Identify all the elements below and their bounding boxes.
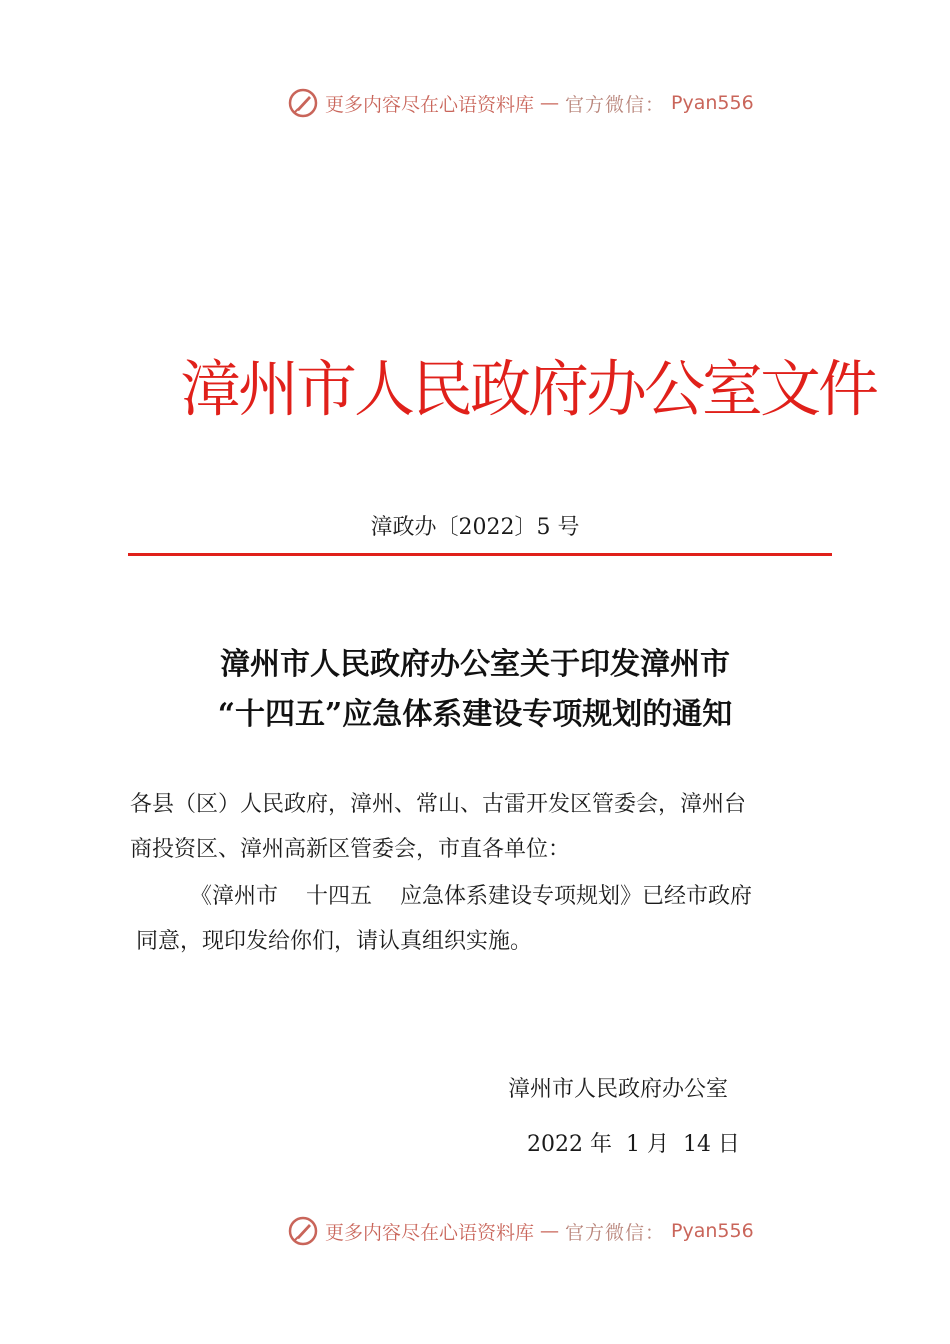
- watermark-id: Pyan556: [671, 1220, 754, 1242]
- issue-date: 2022 年 1 月 14 日: [527, 1132, 740, 1157]
- addressee-line-1: 各县（区）人民政府，漳州、常山、古雷开发区管委会，漳州台: [130, 792, 747, 817]
- document-number: 漳政办〔2022〕5 号: [370, 515, 580, 540]
- watermark-separator: —: [540, 92, 560, 114]
- watermark-text: 更多内容尽在心语资料库: [325, 93, 535, 116]
- watermark-label: 官方微信：: [565, 93, 666, 116]
- document-title: [0, 640, 950, 740]
- title-line-1: 漳州市人民政府办公室关于印发漳州市: [220, 647, 730, 682]
- watermark-separator: —: [540, 1220, 560, 1242]
- watermark-label: 官方微信：: [565, 1221, 666, 1244]
- watermark-text: 更多内容尽在心语资料库: [325, 1221, 535, 1244]
- quill-logo-icon: [287, 1215, 319, 1247]
- watermark-top: [287, 86, 754, 120]
- paragraph-part-3: 应急体系建设专项规划》已经市政府: [400, 884, 753, 909]
- red-divider-line: [128, 553, 832, 556]
- issuer-name: 漳州市人民政府办公室: [508, 1077, 729, 1102]
- watermark-bottom: [287, 1214, 754, 1248]
- paragraph-part-1: 《漳州市: [190, 884, 279, 909]
- paragraph-part-2: 十四五: [306, 884, 373, 909]
- quill-logo-icon: [287, 87, 319, 119]
- title-line-2: “十四五”应急体系建设专项规划的通知: [217, 697, 733, 732]
- paragraph-line-1: [190, 877, 752, 917]
- addressee-line-2: 商投资区、漳州高新区管委会，市直各单位：: [130, 837, 571, 862]
- watermark-id: Pyan556: [671, 92, 754, 114]
- document-header-title: 漳州市人民政府办公室文件: [180, 354, 877, 425]
- paragraph-line-2: 同意，现印发给你们，请认真组织实施。: [136, 929, 533, 954]
